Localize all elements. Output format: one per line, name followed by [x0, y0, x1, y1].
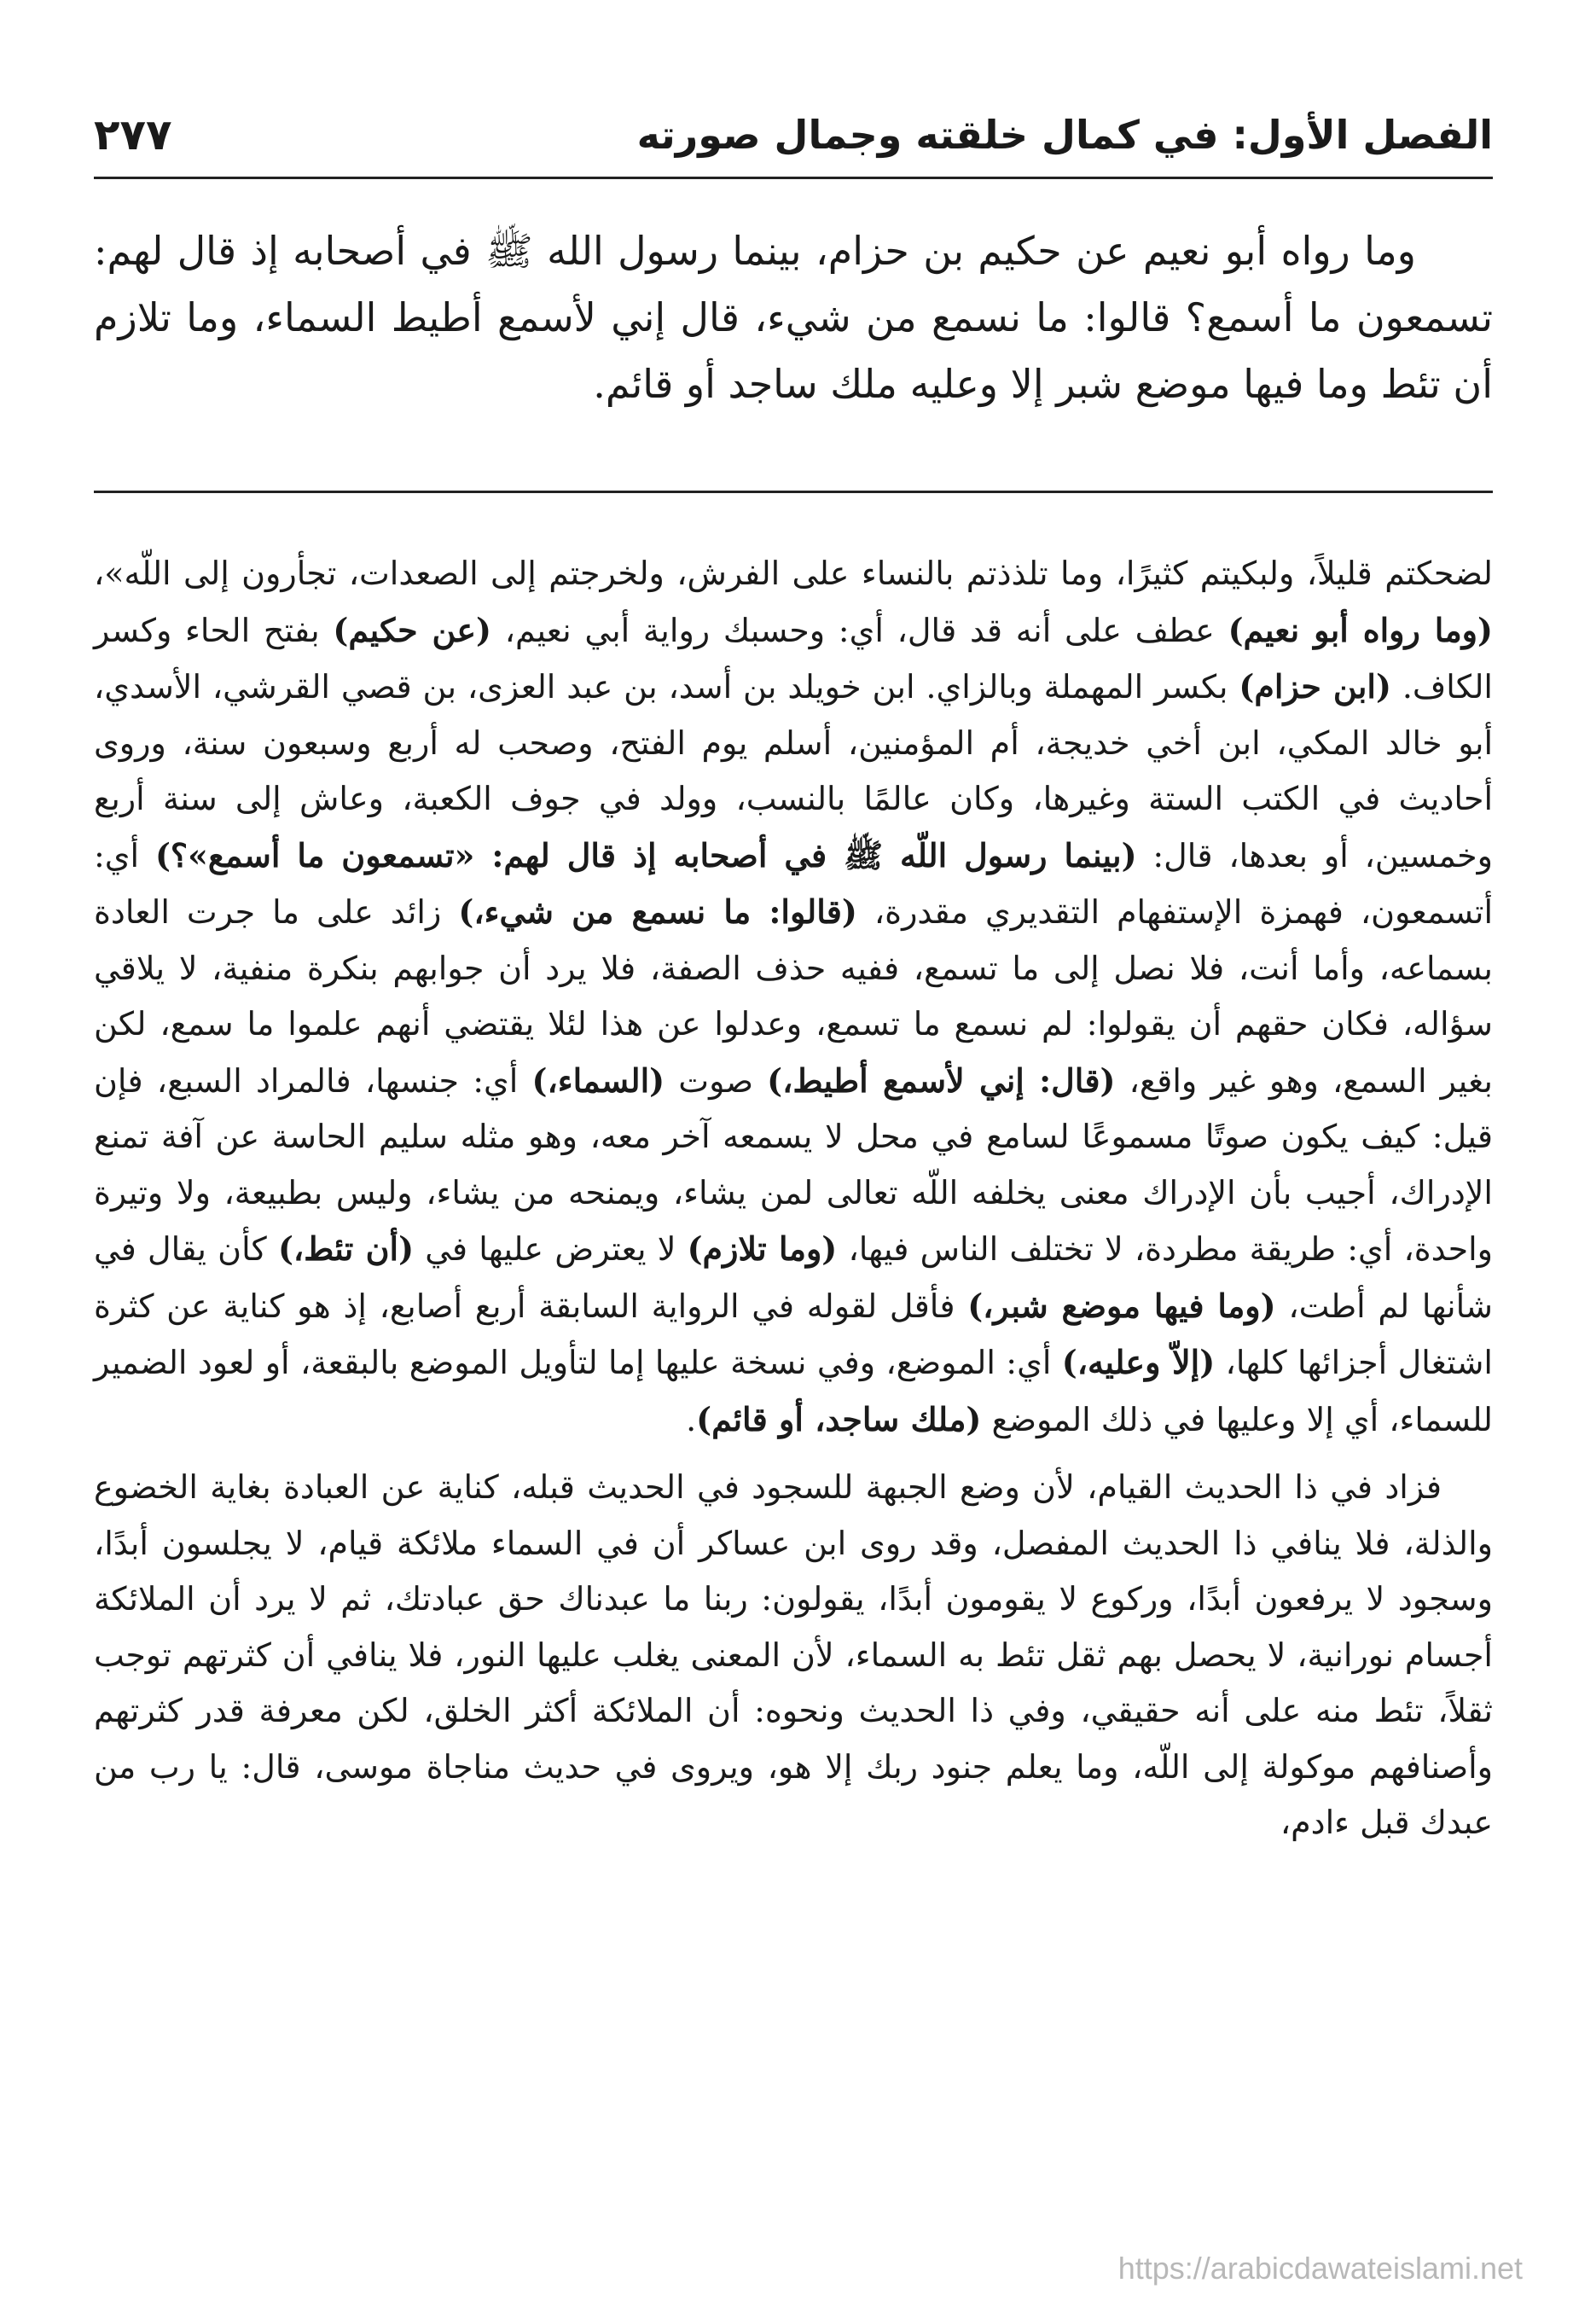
commentary-body	[94, 546, 1493, 1863]
hadith-separator-rule	[94, 491, 1493, 493]
chapter-title: الفصل الأول: في كمال خلقته وجمال صورته	[636, 112, 1493, 158]
quoted-matn: (قال: إني لأسمع أطيط،)	[767, 1060, 1116, 1100]
quoted-matn: (أن تئط،)	[277, 1229, 415, 1268]
commentary-text: فأقل لقوله في الرواية السابقة أربع أصابع، إذ هو كناية عن كثرة اشتغال أجزائها كلها،	[94, 1287, 1493, 1381]
quoted-matn: (ابن حزام)	[1239, 667, 1391, 706]
commentary-paragraph-2: فزاد في ذا الحديث القيام، لأن وضع الجبهة للسجود في الحديث قبله، كناية عن العبادة بغاية الخضوع والذلة، فلا ينافي ذا الحديث المفصل، وقد روى ابن عساكر أن في السماء ملائكة قيام، لا يجلسون أبدًا، وسجود لا يرفعون أبدًا، وركوع لا يقومون أبدًا، يقولون: ربنا ما عبدناك حق عبادتك، ثم لا يرد أن الملائكة أجسام نورانية، لا يحصل بهم ثقل تئط به السماء، لأن المعنى يغلب عليها النور، فلا ينافي أن كثرتهم توجب ثقلاً، تئط منه على أنه حقيقي، وفي ذا الحديث ونحوه: أن الملائكة أكثر الخلق، لكن معرفة قدر كثرتهم وأصنافهم موكولة إلى اللّه، وما يعلم جنود ربك إلا هو، ويروى في حديث مناجاة موسى، قال: يا رب من عبدك قبل ءادم،	[94, 1468, 1493, 1841]
commentary-text: كأن يقال في شأنها لم أطت،	[94, 1230, 1494, 1325]
commentary-text: عطف على أنه قد قال، أي: وحسبك رواية أبي نعيم،	[491, 611, 1228, 649]
commentary-text: بفتح الحاء وكسر الكاف.	[94, 611, 1493, 706]
commentary-text: صوت	[665, 1061, 768, 1100]
commentary-text: أي: جنسها، فالمراد السبع، فإن قيل: كيف يكون صوتًا مسموعًا لسامع في محل لا يسمعه آخر معه، وهو مثله سليم الحاسة عن آفة تمنع الإدراك، أجيب بأن الإدراك معنى يخلفه اللّه تعالى لمن يشاء، ويمنحه من يشاء، وليس بطبيعة، ولا وتيرة واحدة، أي: طريقة مطردة، لا تختلف الناس فيها،	[94, 1061, 1494, 1268]
quoted-matn: (عن حكيم)	[333, 610, 492, 649]
commentary-text: أي: الموضع، وفي نسخة عليها إما لتأويل الموضع بالبقعة، أو لعود الضمير للسماء، أي إلا وعليها في ذلك الموضع	[94, 1344, 1493, 1438]
commentary-text: أي: أتسمعون، فهمزة الإستفهام التقديري مقدرة،	[94, 836, 1494, 931]
commentary-text: لضحكتم قليلاً، ولبكيتم كثيرًا، وما تلذذتم بالنساء على الفرش، ولخرجتم إلى الصعدات، تجأرون إلى اللّه»،	[94, 555, 1493, 592]
commentary-text: بكسر المهملة وبالزاي. ابن خويلد بن أسد، بن عبد العزى، بن قصي القرشي، الأسدي، أبو خالد المكي، ابن أخي خديجة، أم المؤمنين، أسلم يوم الفتح، وصحب له أربع وسبعون سنة، وروى أحاديث في الكتب الستة وغيرها، وكان عالمًا بالنسب، وولد في جوف الكعبة، وعاش إلى سنة أربع وخمسين، أو بعدها، قال:	[94, 668, 1494, 874]
page-header	[94, 101, 1493, 169]
watermark-url: https://arabicdawateislami.net	[1117, 2251, 1523, 2286]
quoted-matn: (ملك ساجد، أو قائم)	[696, 1399, 982, 1438]
commentary-text: .	[686, 1400, 697, 1438]
quoted-matn: (وما فيها موضع شبر،)	[967, 1286, 1276, 1325]
quoted-matn: (السماء،)	[531, 1060, 665, 1100]
quoted-matn: (وما رواه أبو نعيم)	[1228, 610, 1494, 649]
page-number: ٢٧٧	[94, 110, 172, 160]
quoted-matn: (بينما رسول اللّه ﷺ في أصحابه إذ قال لهم: «تسمعون ما أسمع»؟)	[154, 835, 1137, 874]
hadith-text: وما رواه أبو نعيم عن حكيم بن حزام، بينما رسول الله ﷺ في أصحابه إذ قال لهم: تسمعون ما أسمع؟ قالوا: ما نسمع من شيء، قال إني لأسمع أطيط السماء، وما تلازم أن تئط وما فيها موضع شبر إلا وعليه ملك ساجد أو قائم.	[94, 228, 1493, 407]
quoted-matn: (قالوا: ما نسمع من شيء،)	[458, 892, 857, 931]
quoted-matn: (إلاّ وعليه،)	[1061, 1343, 1216, 1381]
commentary-text: زائد على ما جرت العادة بسماعه، وأما أنت، فلا نصل إلى ما تسمع، ففيه حذف الصفة، فلا يرد أن جوابهم بنكرة منفية، لا يلاقي سؤاله، فكان حقهم أن يقولوا: لم نسمع ما تسمع، وعدلوا عن هذا لئلا يقتضي أنهم علموا ما سمع، لكن بغير السمع، وهو غير واقع،	[94, 893, 1494, 1100]
commentary-text: لا يعترض عليها في	[414, 1230, 688, 1268]
quoted-matn: (وما تلازم)	[687, 1229, 838, 1268]
commentary-paragraph-1	[94, 546, 1493, 1448]
header-rule	[94, 177, 1493, 179]
